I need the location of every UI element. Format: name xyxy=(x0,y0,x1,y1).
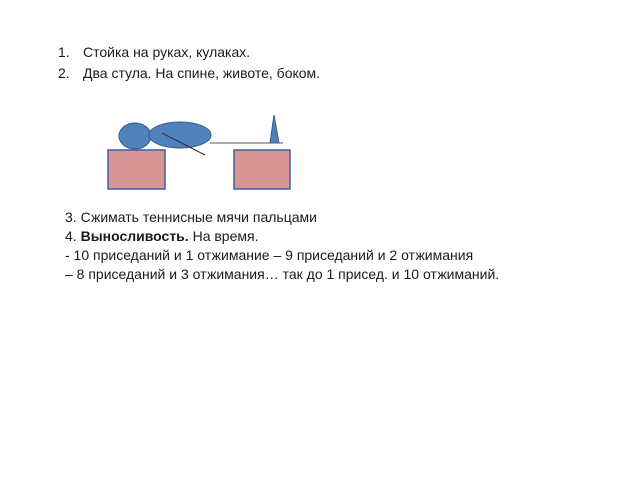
note-line-2 xyxy=(65,227,625,246)
torso-shape xyxy=(149,122,211,148)
right-chair xyxy=(234,150,290,189)
note-line-1: 3. Сжимать теннисные мячи пальцами xyxy=(65,209,317,225)
list-item-text: Стойка на руках, кулаках. xyxy=(83,44,251,60)
note-line-2-rest: На время. xyxy=(188,228,259,244)
note-line-4: – 8 приседаний и 3 отжимания… так до 1 присед. и 10 отжиманий. xyxy=(65,266,500,282)
head-shape xyxy=(119,123,151,149)
left-chair xyxy=(108,150,165,189)
list-item-number: 2. xyxy=(58,65,70,81)
endurance-heading: Выносливость. xyxy=(80,228,189,244)
list-item-number: 1. xyxy=(58,44,70,60)
notes-block xyxy=(65,208,625,284)
feet-triangle xyxy=(270,115,279,143)
list-item-text: Два стула. На спине, животе, боком. xyxy=(83,65,321,81)
note-line-2-prefix: 4. xyxy=(65,228,81,244)
note-line-3: - 10 приседаний и 1 отжимание – 9 приседаний и 2 отжимания xyxy=(65,247,474,263)
